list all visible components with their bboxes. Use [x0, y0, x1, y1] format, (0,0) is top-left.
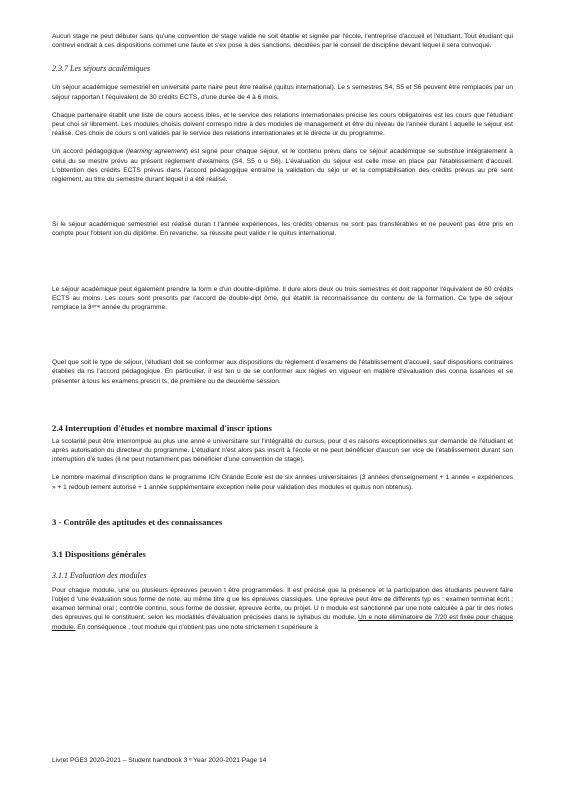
p3-text-a: Un accord pédagogique (	[52, 148, 129, 156]
s237-paragraph-3	[52, 147, 513, 184]
section-3-1-heading: 3.1 Dispositions générales	[52, 548, 146, 559]
s237-paragraph-2: Chaque partenaire établit une liste de cours access ibles, et le service des relations internationales précise les cours obligatoires est les cours que l'étudiant peut choi sir librement. Les modules choisis doivent correspo ndre à des modules de management et être du niveau de l'année durant l aquelle le séjour est réalisé. Ces choix de cours s ont validés par le service des relations internationales et le directe ur du programme.	[52, 111, 513, 138]
p3-text-b: ) est signé pour chaque séjour, et le contenu prévu dans ce séjour académique se substitue intégralement à celui du se mestre prévu au présent règlement d'examens (S4, S5 o u S6). L'évaluation du séjour est celle mise en place par l'établissement d'accueil. L'obtention des crédits ECTS prévus dans l'accord pédagogique entraîne la validation du séjo ur et la comptabilisation des crédits prévus au pré sent règlement, au titre du semestre durant lequel il a été réalisé.	[52, 148, 513, 184]
chapter-3-heading: 3 - Contrôle des aptitudes et des connaissances	[52, 516, 223, 527]
s237-paragraph-4: Si le séjour académique semestriel est réalisé duran t l'année expériences, les crédits obtenus ne sont pas transférables et ne peuvent pas être pris en compte pour l'obtent ion du diplôme. En revanche, sa réussite peut valide r le quitus international.	[52, 221, 513, 238]
s237-paragraph-1: Un séjour académique semestriel en université parte naire peut être réalisé (quitus international). Le s semestres S4, S5 et S6 peuvent être remplacés par un séjour rapportan t l'équivalent de 30 crédits ECTS, d'une durée de 4 à 6 mois.	[52, 84, 513, 101]
section-2-3-7-heading: 2.3.7 Les séjours académiques	[52, 64, 150, 74]
eliminatory-grade-sentence: Un e note éliminatoire de 7/20 est fixée pour chaque module.	[52, 614, 513, 631]
learning-agreement-term: learning agreement	[128, 148, 186, 156]
s311-text-b: En conséquence , tout module qui n'obtient pas une note strictemen t supérieure à	[75, 623, 318, 631]
s311-paragraph-1	[52, 586, 513, 632]
s237-paragraph-5: Le séjour académique peut également prendre la form e d'un double-diplôme. Il dure alors deux ou trois semestres et doit rapporter l'équivalent de 60 crédits ECTS au moins. Les cours sont prescrits par l'accord de double-dipl ôme, qui établit la reconnaissance du contenu de la formation. Ce type de séjour remplace la 3ᵉᵐᵉ année du programme.	[52, 285, 513, 312]
section-2-4-heading: 2.4 Interruption d'études et nombre maximal d'inscr iptions	[52, 422, 272, 433]
page-footer: Livret PGE3 2020-2021 – Student handbook 3 ᵉ Year 2020-2021 Page 14	[52, 757, 267, 764]
s311-text-a: Pour chaque module, une ou plusieurs épreuves peuven t être programmées. Il est précisé que la présence et la participation des étudiants peuvent faire l'objet d 'une évaluation sous forme de note, au même titre q ue les épreuves classiques. Une épreuve peut être de différents typ es : examen terminal écrit ; examen terminal oral ; contrôle continu, sous forme de dossier, épreuve écrite, ou projet. U n module est sanctionné par une note calculée à par tir des notes des épreuves qui le constituent, selon les modalités d'évaluation précisées dans le syllabus du module.	[52, 586, 513, 622]
s237-paragraph-6: Quel que soit le type de séjour, l'étudiant doit se conformer aux dispositions du règlement d'examens de l'établissement d'accueil, sauf dispositions contraires établies da ns l'accord pédagogique. En particulier, il est ten u de se conformer aux règles en vigueur en matière d'évaluation des conna issances et se présenter à tous les examens prescri ts, de première ou de deuxième session.	[52, 359, 513, 385]
s24-paragraph-2: Le nombre maximal d'inscription dans le programme ICN Grande Ecole est de six années universitaires (3 années d'enseignement + 1 année « expériences » + 1 redoub lement autorisé + 1 année supplémentaire exception nelle pour validation des modules et quitus non obtenus).	[52, 474, 513, 491]
section-3-1-1-heading: 3.1.1 Evaluation des modules	[52, 570, 147, 580]
intro-paragraph: Aucun stage ne peut débuter sans qu'une convention de stage valide ne soit établie et signée par l'école, l'entreprise d'accueil et l'étudiant. Tout étudiant qui contrevi endrait à ces dispositions commet une faute et s'ex pose à des sanctions, décidées par le conseil de discipline devant lequel il sera convoqué.	[52, 33, 513, 50]
s24-paragraph-1: La scolarité peut être interrompue au plus une anné e universitaire sur l'intégralité du cursus, pour d es raisons exceptionnelles sur demande de l'étudiant et après autorisation du directeur du programme. L'étudiant n'est alors pas inscrit à l'école et ne peut bénéficier d'aucun ser vice de l'établissement durant son interruption d'é tudes (il ne peut notamment pas bénéficier d'une convention de stage).	[52, 437, 513, 464]
